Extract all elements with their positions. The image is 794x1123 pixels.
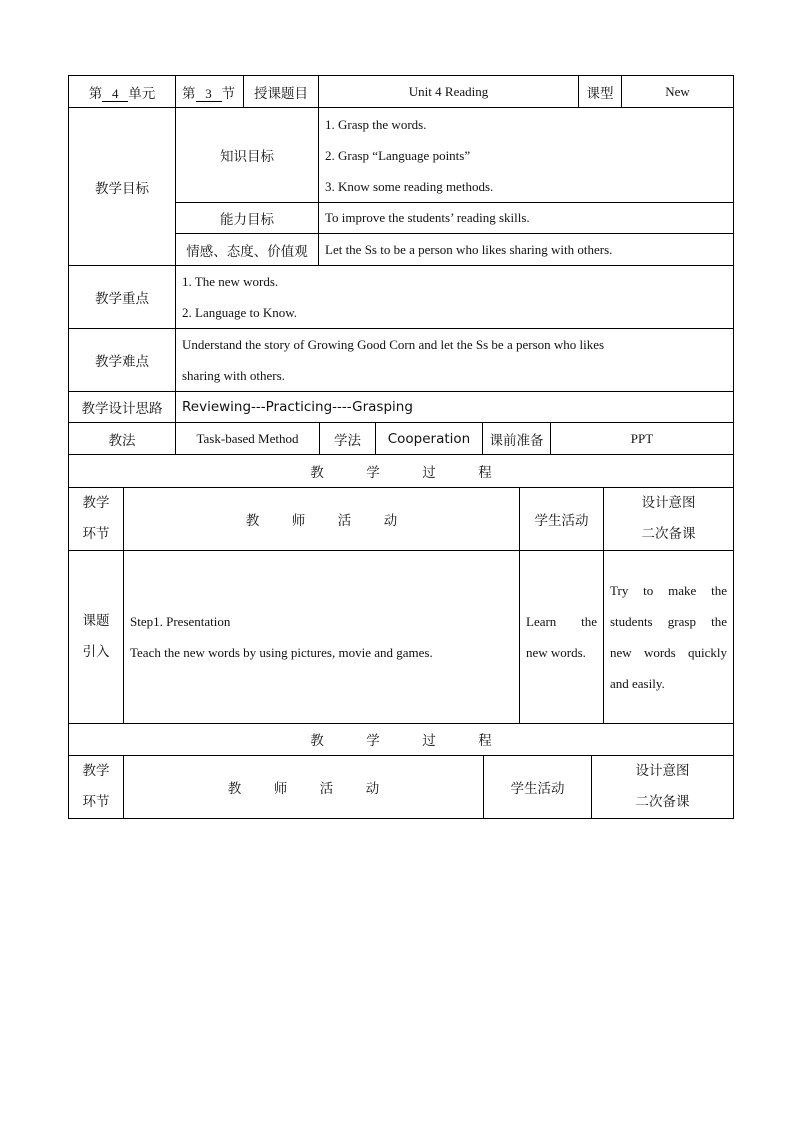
process-row — [69, 550, 734, 723]
student-activity-cell: Learn the new words. — [520, 550, 604, 723]
key-points-label: 教学重点 — [69, 266, 176, 329]
method-label: 教法 — [69, 423, 176, 455]
emotion-value: Let the Ss to be a person who likes sharing with others. — [319, 234, 734, 266]
type-value: New — [622, 76, 734, 108]
study-label: 学法 — [320, 423, 376, 455]
teacher-step-text: Teach the new words by using pictures, movie and games. — [130, 644, 433, 660]
knowledge-item: 3. Know some reading methods. — [325, 178, 494, 194]
process-title: 教 学 过 程 — [69, 455, 734, 487]
intent-header: 设计意图 二次备课 — [604, 487, 734, 550]
unit-number: 4 — [102, 87, 128, 102]
teacher-activity-header: 教 师 活 动 — [124, 487, 520, 550]
topic-value: Unit 4 Reading — [319, 76, 579, 108]
topic-label: 授课题目 — [244, 76, 319, 108]
unit-cell: 第 4 单元 — [69, 76, 176, 108]
lesson-info-table — [68, 75, 734, 266]
knowledge-items — [319, 108, 734, 203]
prep-value: PPT — [551, 423, 734, 455]
teacher-activity-header-2: 教 师 活 动 — [124, 756, 484, 819]
teacher-activity-cell — [124, 550, 520, 723]
objectives-label: 教学目标 — [69, 108, 176, 266]
difficulties-label: 教学难点 — [69, 329, 176, 392]
knowledge-item: 2. Grasp “Language points” — [325, 147, 471, 163]
key-points-row — [69, 266, 734, 329]
knowledge-label: 知识目标 — [176, 108, 319, 203]
study-value: Cooperation — [376, 423, 483, 455]
process-title-2: 教 学 过 程 — [69, 724, 734, 756]
type-label: 课型 — [579, 76, 622, 108]
header-row — [69, 76, 734, 108]
section-cell: 第 3 节 — [176, 76, 244, 108]
difficulties-line: sharing with others. — [182, 368, 285, 383]
section-number: 3 — [196, 87, 222, 102]
design-label: 教学设计思路 — [69, 392, 176, 423]
design-value: Reviewing---Practicing----Grasping — [176, 392, 734, 423]
stage-header: 教学 环节 — [69, 487, 124, 550]
process-table — [68, 455, 734, 724]
difficulties-text — [176, 329, 734, 392]
intent-cell: Try to make the students grasp the new words quickly and easily. — [604, 550, 734, 723]
difficulties-line: Understand the story of Growing Good Corn and let the Ss be a person who likes — [182, 337, 605, 352]
intent-header-2: 设计意图 二次备课 — [592, 756, 734, 819]
teacher-step-title: Step1. Presentation — [130, 613, 231, 629]
lesson-plan — [68, 75, 733, 819]
process-title-row — [69, 455, 734, 487]
lesson-focus-table — [68, 266, 734, 455]
process-header-row — [69, 487, 734, 550]
process-header-row-2 — [69, 756, 734, 819]
process-title-row-2 — [69, 724, 734, 756]
prep-label: 课前准备 — [483, 423, 551, 455]
method-value: Task-based Method — [176, 423, 320, 455]
key-point-item: 1. The new words. — [182, 274, 279, 289]
method-row — [69, 423, 734, 455]
key-point-item: 2. Language to Know. — [182, 305, 298, 320]
process-table-continued — [68, 724, 734, 820]
stage-header-2: 教学 环节 — [69, 756, 124, 819]
student-activity-header-2: 学生活动 — [484, 756, 592, 819]
emotion-label: 情感、态度、价值观 — [176, 234, 319, 266]
key-points-items — [176, 266, 734, 329]
design-row — [69, 392, 734, 423]
knowledge-row — [69, 108, 734, 203]
student-activity-header: 学生活动 — [520, 487, 604, 550]
knowledge-item: 1. Grasp the words. — [325, 116, 427, 132]
stage-cell: 课题 引入 — [69, 550, 124, 723]
ability-value: To improve the students’ reading skills. — [319, 203, 734, 234]
ability-label: 能力目标 — [176, 203, 319, 234]
difficulties-row — [69, 329, 734, 392]
